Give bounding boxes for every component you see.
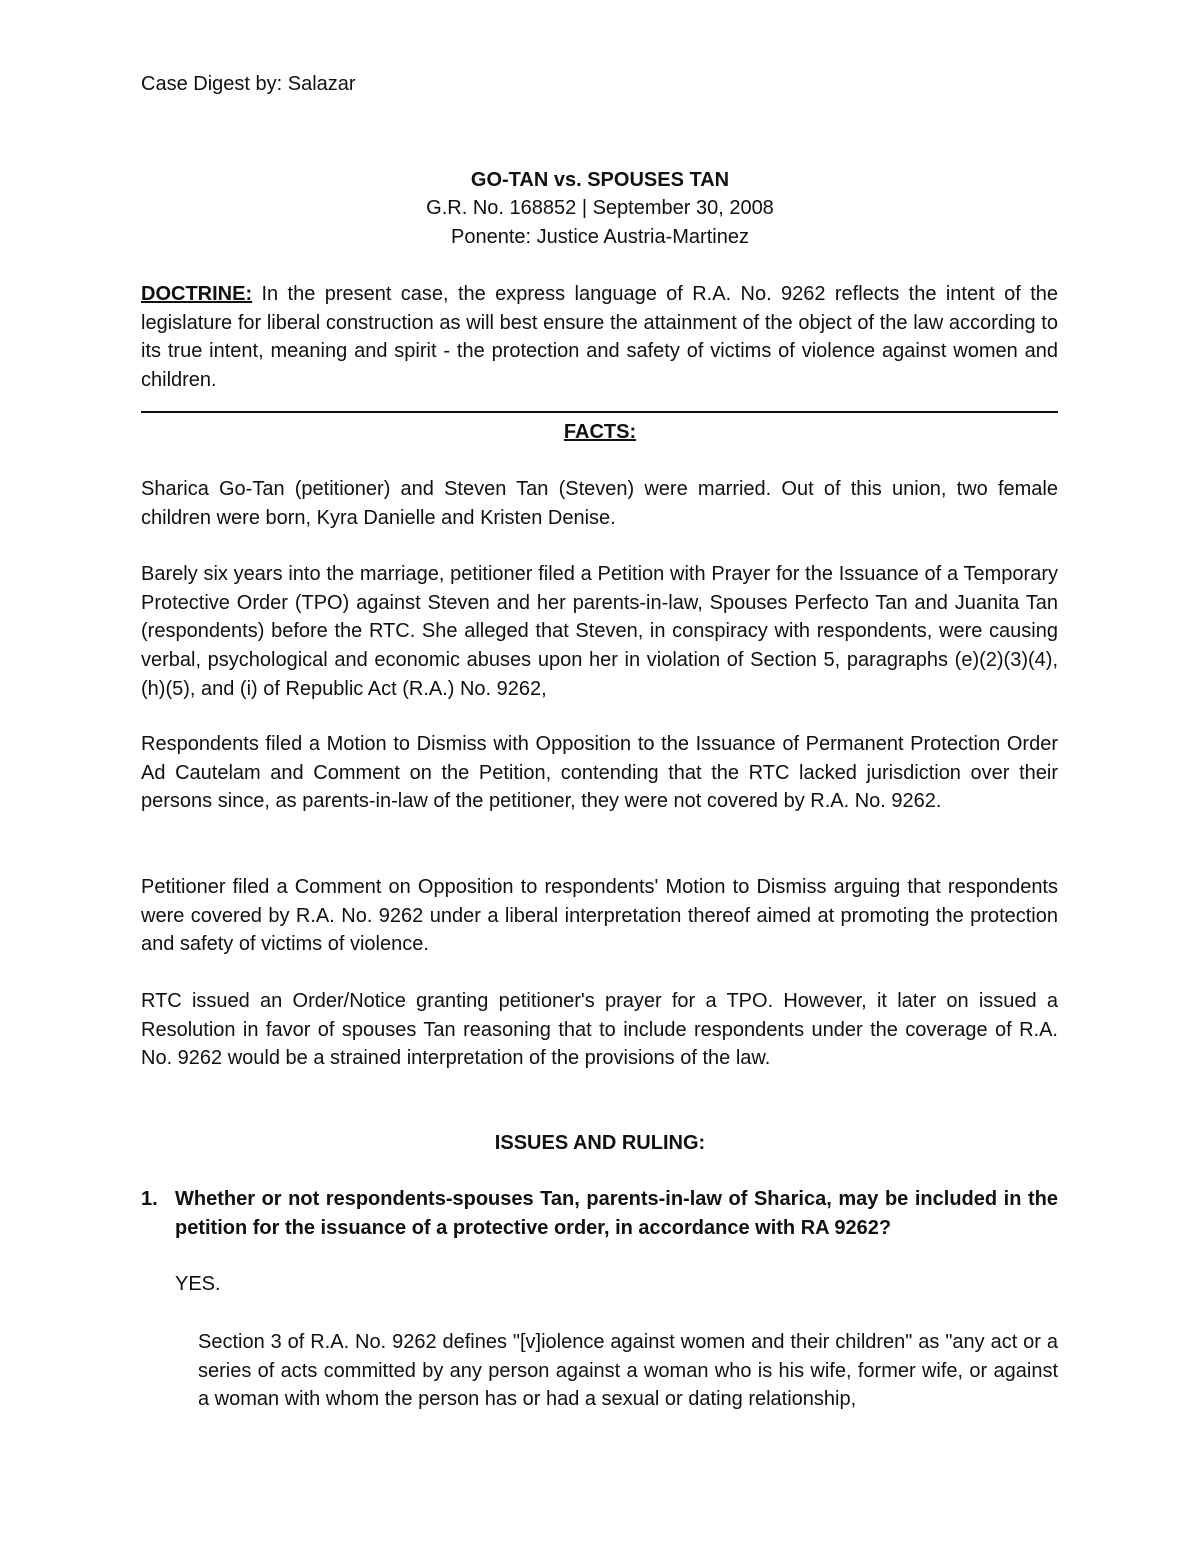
issue-answer: YES.	[175, 1273, 221, 1295]
facts-paragraph-4: Petitioner filed a Comment on Opposition to respondents' Motion to Dismiss arguing that respondents were covered by R.A. No. 9262 under a liberal interpretation thereof aimed at promoting the protection and safety of victims of violence.	[141, 876, 1058, 956]
facts-paragraph-1: Sharica Go-Tan (petitioner) and Steven Tan (Steven) were married. Out of this union, two female children were born, Kyra Danielle and Kristen Denise.	[141, 478, 1058, 529]
issue-number: 1.	[141, 1188, 158, 1210]
doctrine-label: DOCTRINE:	[141, 283, 253, 305]
issue-ruling: Section 3 of R.A. No. 9262 defines "[v]iolence against women and their children" as "any act or a series of acts committed by any person against a woman who is his wife, former wife, or against a woman with whom the person has or had a sexual or dating relationship,	[198, 1331, 1058, 1411]
byline: Case Digest by: Salazar	[141, 73, 356, 95]
facts-paragraph-2: Barely six years into the marriage, petitioner filed a Petition with Prayer for the Issuance of a Temporary Protective Order (TPO) against Steven and her parents-in-law, Spouses Perfecto Tan and Juanita Tan (respondents) before the RTC. She alleged that Steven, in conspiracy with respondents, were causing verbal, psychological and economic abuses upon her in violation of Section 5, paragraphs (e)(2)(3)(4), (h)(5), and (i) of Republic Act (R.A.) No. 9262,	[141, 563, 1058, 700]
case-title: GO-TAN vs. SPOUSES TAN	[470, 169, 730, 191]
case-ponente: Ponente: Justice Austria-Martinez	[451, 226, 749, 248]
issues-heading: ISSUES AND RULING:	[494, 1132, 706, 1154]
issue-item	[141, 1185, 1058, 1242]
facts-paragraph-3: Respondents filed a Motion to Dismiss with Opposition to the Issuance of Permanent Protection Order Ad Cautelam and Comment on the Petition, contending that the RTC lacked jurisdiction over their persons since, as parents-in-law of the petitioner, they were not covered by R.A. No. 9262.	[141, 733, 1058, 813]
case-gr-number: G.R. No. 168852 | September 30, 2008	[426, 197, 774, 219]
facts-paragraph-5: RTC issued an Order/Notice granting petitioner's prayer for a TPO. However, it later on issued a Resolution in favor of spouses Tan reasoning that to include respondents under the coverage of R.A. No. 9262 would be a strained interpretation of the provisions of the law.	[141, 990, 1058, 1070]
facts-heading: FACTS:	[563, 421, 637, 443]
section-divider	[141, 411, 1058, 413]
doctrine-text: In the present case, the express language of R.A. No. 9262 reflects the intent of the legislature for liberal construction as will best ensure the attainment of the object of the law according to its true intent, meaning and spirit - the protection and safety of victims of violence against women and children.	[141, 283, 1058, 392]
issue-question: Whether or not respondents-spouses Tan, parents-in-law of Sharica, may be included in the petition for the issuance of a protective order, in accordance with RA 9262?	[175, 1188, 1058, 1239]
doctrine-paragraph	[141, 280, 1058, 395]
